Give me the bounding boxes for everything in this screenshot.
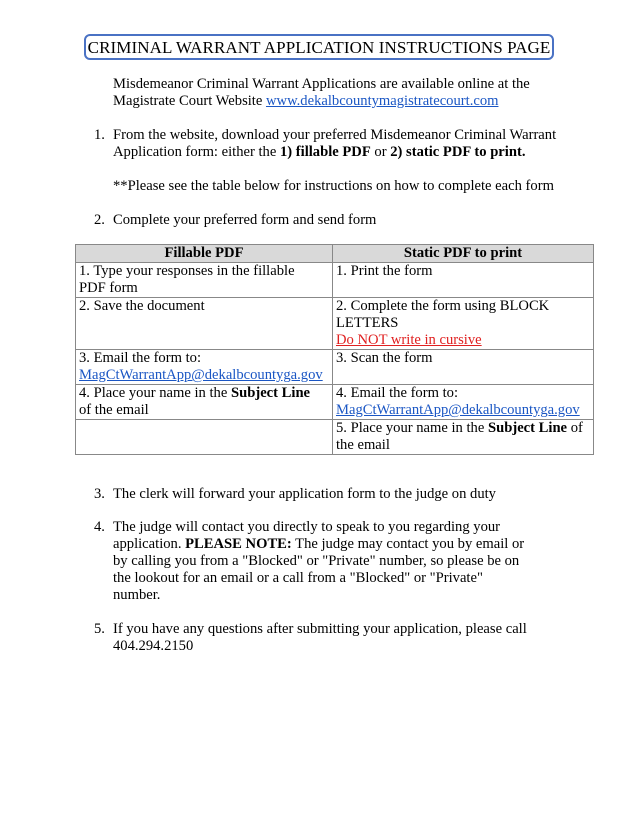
step-1-text: From the website, download your preferred Misdemeanor Criminal Warrant Application form: either the 1) fillable PDF or 2) static PDF to print.	[113, 127, 557, 160]
fillable-empty-cell	[76, 420, 333, 455]
table-header-row	[76, 245, 594, 263]
static-step-1: 1. Print the form	[333, 263, 594, 298]
table-row	[76, 385, 594, 420]
step-3-number: 3.	[94, 486, 105, 502]
step-1-number: 1.	[94, 127, 105, 143]
table-note: **Please see the table below for instructions on how to complete each form	[113, 178, 554, 194]
step-3-text: The clerk will forward your application form to the judge on duty	[113, 486, 496, 502]
header-fillable-pdf: Fillable PDF	[76, 245, 333, 263]
static-step-2: 2. Complete the form using BLOCK LETTERS Do NOT write in cursive	[333, 298, 594, 350]
instructions-table	[75, 244, 594, 455]
step-4-text: The judge will contact you directly to speak to you regarding your application. PLEASE NOTE: The judge may contact you by email or by calling you from a "Blocked" or "Private" number, so please be on the lookout for an email or a call from a "Blocked" or "Private" number.	[113, 519, 525, 603]
email-link[interactable]: MagCtWarrantApp@dekalbcountyga.gov	[79, 367, 323, 383]
fillable-step-1: 1. Type your responses in the fillable PDF form	[76, 263, 333, 298]
table-row	[76, 298, 594, 350]
intro-line-2: Magistrate Court Website www.dekalbcountymagistratecourt.com	[113, 93, 499, 109]
fillable-step-2: 2. Save the document	[76, 298, 333, 350]
fillable-step-4: 4. Place your name in the Subject Line of the email	[76, 385, 333, 420]
header-static-pdf: Static PDF to print	[333, 245, 594, 263]
step-2-text: Complete your preferred form and send form	[113, 212, 377, 228]
step-5-number: 5.	[94, 621, 105, 637]
table-row	[76, 263, 594, 298]
fillable-step-3: 3. Email the form to: MagCtWarrantApp@dekalbcountyga.gov	[76, 350, 333, 385]
page-title: CRIMINAL WARRANT APPLICATION INSTRUCTIONS PAGE	[87, 37, 551, 57]
intro-line-1: Misdemeanor Criminal Warrant Applications are available online at the	[113, 76, 530, 92]
table-row	[76, 350, 594, 385]
static-step-5: 5. Place your name in the Subject Line of the email	[333, 420, 594, 455]
website-link[interactable]: www.dekalbcountymagistratecourt.com	[265, 93, 499, 109]
step-2-number: 2.	[94, 212, 105, 228]
page-title-box	[84, 34, 554, 60]
static-step-4: 4. Email the form to: MagCtWarrantApp@dekalbcountyga.gov	[333, 385, 594, 420]
table-row	[76, 420, 594, 455]
cursive-warning: Do NOT write in cursive	[336, 332, 482, 348]
static-step-3: 3. Scan the form	[333, 350, 594, 385]
phone-number: 404.294.2150	[113, 638, 194, 654]
step-4-number: 4.	[94, 519, 105, 535]
step-5-text: If you have any questions after submitting your application, please call 404.294.2150	[113, 621, 563, 655]
intro-paragraph	[113, 76, 563, 110]
email-link[interactable]: MagCtWarrantApp@dekalbcountyga.gov	[336, 402, 580, 418]
